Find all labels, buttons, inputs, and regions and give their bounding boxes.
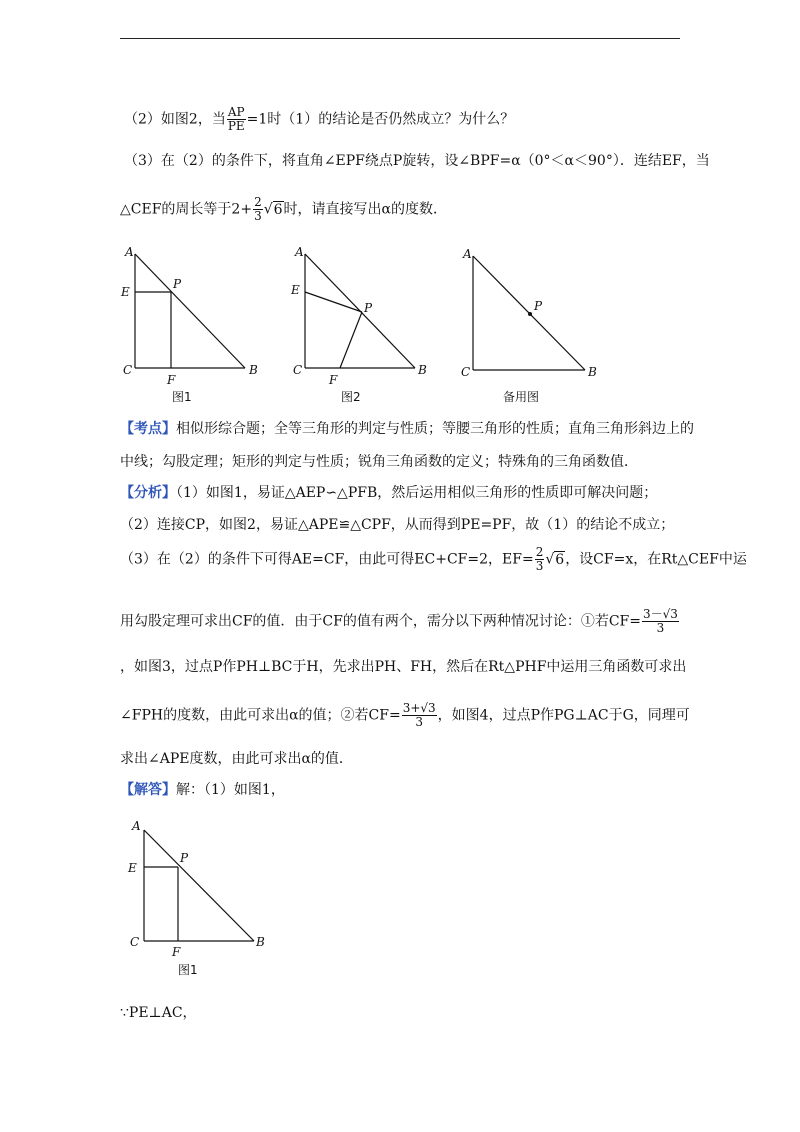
fig1-label-a: A bbox=[125, 245, 134, 259]
fig2-label-b: B bbox=[418, 363, 427, 377]
fenxi-line2: （2）连接CP，如图2，易证△APE≌△CPF，从而得到PE=PF，故（1）的结论不成立； bbox=[120, 517, 675, 533]
fig4-label-c: C bbox=[130, 935, 140, 949]
question-2 bbox=[124, 106, 514, 133]
last-line: ∵PE⊥AC， bbox=[120, 1005, 197, 1021]
fenxi-tag: 【分析】 bbox=[120, 485, 176, 501]
kaodian-tag: 【考点】 bbox=[120, 421, 176, 437]
fig1-label-b: B bbox=[249, 363, 258, 377]
fenxi-line7: 求出∠APE度数，由此可求出α的值． bbox=[120, 751, 353, 767]
fig3-caption: 备用图 bbox=[503, 390, 540, 404]
fig3-label-a: A bbox=[463, 247, 472, 261]
fig1-label-c: C bbox=[123, 363, 133, 377]
question-3-line1: （3）在（2）的条件下，将直角∠EPF绕点P旋转，设∠BPF=α（0°＜α＜90°）．连结EF，当 bbox=[124, 153, 710, 169]
fig4-label-a: A bbox=[132, 819, 141, 833]
question-3-line2: △CEF的周长等于2+ $\frac{2}{3}$ √6时，请直接写出α的度数． bbox=[120, 195, 448, 223]
fig2-label-c: C bbox=[293, 363, 303, 377]
kaodian-line1: 【考点】相似形综合题；全等三角形的判定与性质；等腰三角形的性质；直角三角形斜边上的 bbox=[120, 421, 694, 437]
jieda-line: 【解答】解：（1）如图1， bbox=[120, 782, 285, 798]
fig4-label-b: B bbox=[256, 935, 265, 949]
fig2-caption: 图2 bbox=[341, 390, 361, 404]
fig1-label-p: P bbox=[173, 277, 182, 291]
q2-suffix: =1时（1）的结论是否仍然成立？为什么？ bbox=[246, 111, 515, 128]
fig1-caption: 图1 bbox=[172, 390, 192, 404]
fig4-label-e: E bbox=[128, 861, 137, 875]
fig2-label-p: P bbox=[364, 301, 373, 315]
fig1-label-e: E bbox=[121, 285, 130, 299]
fenxi-line3: （3）在（2）的条件下可得AE=CF，由此可得EC+CF=2，EF= $\frac{2}{3}$ √6，设CF=x，在Rt△CEF中运 bbox=[120, 545, 747, 573]
fenxi-line4: 用勾股定理可求出CF的值．由于CF的值有两个，需分以下两种情况讨论：①若CF= $\frac{3-√3}{3}$ bbox=[120, 607, 678, 635]
fig4-label-f: F bbox=[172, 945, 181, 959]
figure-row bbox=[115, 240, 615, 410]
q3-fraction: $\frac{2}{3}$ bbox=[254, 195, 262, 223]
fig4-caption: 图1 bbox=[178, 963, 198, 977]
figure-backup-diagram bbox=[461, 247, 597, 404]
solution-figure bbox=[122, 812, 282, 982]
jieda-tag: 【解答】 bbox=[120, 782, 176, 798]
q2-fraction: $\frac{AP}{PE}$ bbox=[227, 105, 245, 133]
fenxi-line5: ，如图3，过点P作PH⊥BC于H，先求出PH、FH，然后在Rt△PHF中运用三角函数可求出 bbox=[120, 659, 687, 675]
fig3-label-c: C bbox=[461, 365, 471, 379]
figure-1-diagram bbox=[120, 245, 258, 404]
fig1-label-f: F bbox=[167, 373, 176, 387]
q2-prefix: （2）如图2，当 bbox=[124, 111, 226, 128]
fenxi-line6: ∠FPH的度数，由此可求出α的值；②若CF= $\frac{3+√3}{3}$ ，如图4，过点P作PG⊥AC于G，同理可 bbox=[120, 701, 690, 729]
fig3-label-b: B bbox=[588, 365, 597, 379]
fig2-label-f: F bbox=[329, 373, 338, 387]
header-rule bbox=[120, 38, 680, 39]
fig3-label-p: P bbox=[534, 299, 543, 313]
fenxi-line1: 【分析】（1）如图1，易证△AEP∽△PFB，然后运用相似三角形的性质即可解决问题； bbox=[120, 485, 658, 501]
kaodian-line2: 中线；勾股定理；矩形的判定与性质；锐角三角函数的定义；特殊角的三角函数值． bbox=[120, 454, 638, 470]
fig4-label-p: P bbox=[180, 851, 189, 865]
figure-2-diagram bbox=[290, 245, 427, 404]
fig2-label-e: E bbox=[291, 283, 300, 297]
fig2-label-a: A bbox=[295, 245, 304, 259]
